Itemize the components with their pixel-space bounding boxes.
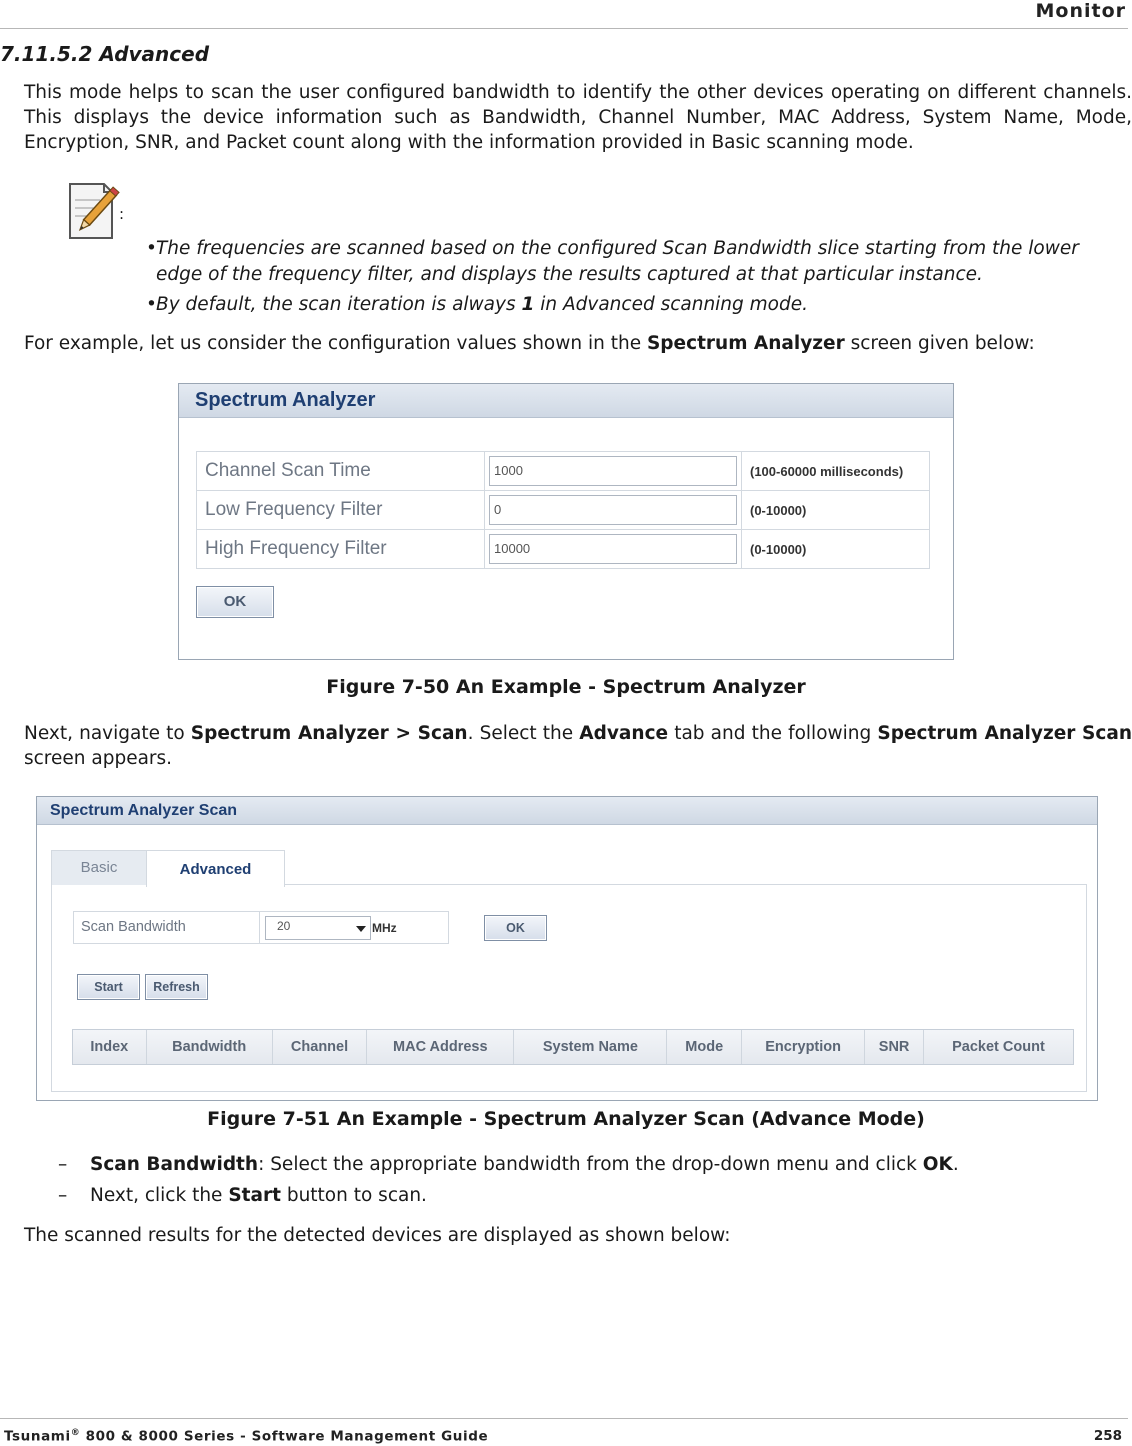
running-header-title: Monitor <box>1035 0 1126 22</box>
form-row-high-frequency-filter <box>197 530 930 569</box>
spectrum-analyzer-form <box>196 451 930 569</box>
channel-scan-time-range: (100-60000 milliseconds) <box>742 452 930 491</box>
step-2-post: button to scan. <box>280 1185 427 1206</box>
step-1 <box>90 1154 959 1175</box>
scan-ok-button[interactable]: OK <box>484 915 547 941</box>
note-bullet-2-bold: 1 <box>521 294 535 315</box>
page-number: 258 <box>1093 1428 1122 1444</box>
low-frequency-filter-range: (0-10000) <box>742 491 930 530</box>
column-header-mode: Mode <box>667 1030 742 1064</box>
note-bullet-2-pre: By default, the scan iteration is always <box>156 294 522 315</box>
step-1-text: : Select the appropriate bandwidth from the drop-down menu and click <box>258 1154 923 1175</box>
column-header-index: Index <box>73 1030 147 1064</box>
ok-button[interactable]: OK <box>196 586 274 618</box>
navigate-t3: tab and the following <box>668 723 878 744</box>
footer-reg: ® <box>70 1428 81 1438</box>
low-frequency-filter-input[interactable]: 0 <box>489 495 737 525</box>
column-header-packet-count: Packet Count <box>952 1039 1045 1055</box>
refresh-button[interactable]: Refresh <box>145 974 208 1000</box>
channel-scan-time-input[interactable]: 1000 <box>489 456 737 486</box>
navigate-t4: screen appears. <box>24 748 173 769</box>
step-2-dash: – <box>58 1185 68 1206</box>
step-1-dash: – <box>58 1154 68 1175</box>
column-header-system-name: System Name <box>514 1030 667 1064</box>
chevron-down-icon <box>356 926 366 932</box>
closing-paragraph: The scanned results for the detected devices are displayed as shown below: <box>24 1225 731 1246</box>
scan-bandwidth-label: Scan Bandwidth <box>74 912 260 943</box>
step-2-pre: Next, click the <box>90 1185 229 1206</box>
note-bullet-1: • The frequencies are scanned based on the configured Scan Bandwidth slice starting from the lower edge of the frequency filter, and displays the results captured at that particular instance. <box>146 236 1116 288</box>
start-button[interactable]: Start <box>77 974 140 1000</box>
example-pre: For example, let us consider the configuration values shown in the <box>24 333 647 354</box>
column-header-encryption: Encryption <box>742 1030 865 1064</box>
high-frequency-filter-label: High Frequency Filter <box>197 530 485 569</box>
note-bullet-2: • By default, the scan iteration is always 1 in Advanced scanning mode. <box>146 294 809 315</box>
example-paragraph <box>24 331 1132 356</box>
step-1-end: . <box>952 1154 959 1175</box>
step-2 <box>90 1185 427 1206</box>
footer-rest: 800 & 8000 Series - Software Management Guide <box>80 1428 489 1445</box>
note-bullet-2-post: in Advanced scanning mode. <box>534 294 809 315</box>
tab-advanced[interactable]: Advanced <box>146 850 285 887</box>
intro-paragraph: This mode helps to scan the user configured bandwidth to identify the other devices operating on different channels. This displays the device information such as Bandwidth, Channel Number, MAC Address, System Name, Mode, Encryption, SNR, and Packet count along with the information provided in Basic scanning mode. <box>24 82 1132 153</box>
column-header-bandwidth: Bandwidth <box>147 1030 273 1064</box>
spectrum-analyzer-panel-title: Spectrum Analyzer <box>179 384 953 418</box>
scan-bandwidth-select[interactable] <box>265 916 371 940</box>
spectrum-analyzer-panel <box>178 383 954 660</box>
navigate-b3: Spectrum Analyzer Scan <box>877 723 1132 744</box>
form-row-channel-scan-time <box>197 452 930 491</box>
note-pencil-icon <box>66 180 120 242</box>
tab-basic[interactable]: Basic <box>51 850 147 885</box>
footer-rule <box>0 1418 1128 1419</box>
low-frequency-filter-label: Low Frequency Filter <box>197 491 485 530</box>
example-bold: Spectrum Analyzer <box>646 333 845 354</box>
column-header-snr: SNR <box>865 1030 924 1064</box>
step-1-ok: OK <box>922 1154 953 1175</box>
navigate-t2: . Select the <box>467 723 580 744</box>
scan-panel-title: Spectrum Analyzer Scan <box>37 797 1097 825</box>
scan-results-table-header <box>72 1029 1074 1065</box>
note-colon: : <box>119 205 125 223</box>
scan-bandwidth-value: 20 <box>277 919 291 933</box>
column-header-mac-address: MAC Address <box>367 1030 514 1064</box>
scan-bandwidth-row <box>73 911 449 944</box>
high-frequency-filter-input[interactable]: 10000 <box>489 534 737 564</box>
navigate-t1: Next, navigate to <box>24 723 191 744</box>
footer-brand: Tsunami <box>4 1428 71 1445</box>
navigate-b2: Advance <box>579 723 669 744</box>
header-rule <box>0 28 1128 29</box>
note-bullet-1-text: The frequencies are scanned based on the configured Scan Bandwidth slice starting from the lower edge of the frequency filter, and displays the results captured at that particular instance. <box>156 238 1079 285</box>
example-post: screen given below: <box>844 333 1035 354</box>
scan-bandwidth-unit: MHz <box>372 921 397 935</box>
high-frequency-filter-range: (0-10000) <box>742 530 930 569</box>
step-2-bold: Start <box>228 1185 281 1206</box>
footer-title <box>4 1428 488 1445</box>
form-row-low-frequency-filter <box>197 491 930 530</box>
step-1-bold: Scan Bandwidth <box>90 1154 259 1175</box>
figure-50-caption: Figure 7-50 An Example - Spectrum Analyzer <box>326 676 806 698</box>
figure-51-caption: Figure 7-51 An Example - Spectrum Analyzer Scan (Advance Mode) <box>207 1108 925 1130</box>
channel-scan-time-label: Channel Scan Time <box>197 452 485 491</box>
column-header-channel: Channel <box>273 1030 367 1064</box>
navigate-b1: Spectrum Analyzer > Scan <box>190 723 468 744</box>
navigate-paragraph <box>24 721 1132 771</box>
section-title: 7.11.5.2 Advanced <box>0 42 210 66</box>
